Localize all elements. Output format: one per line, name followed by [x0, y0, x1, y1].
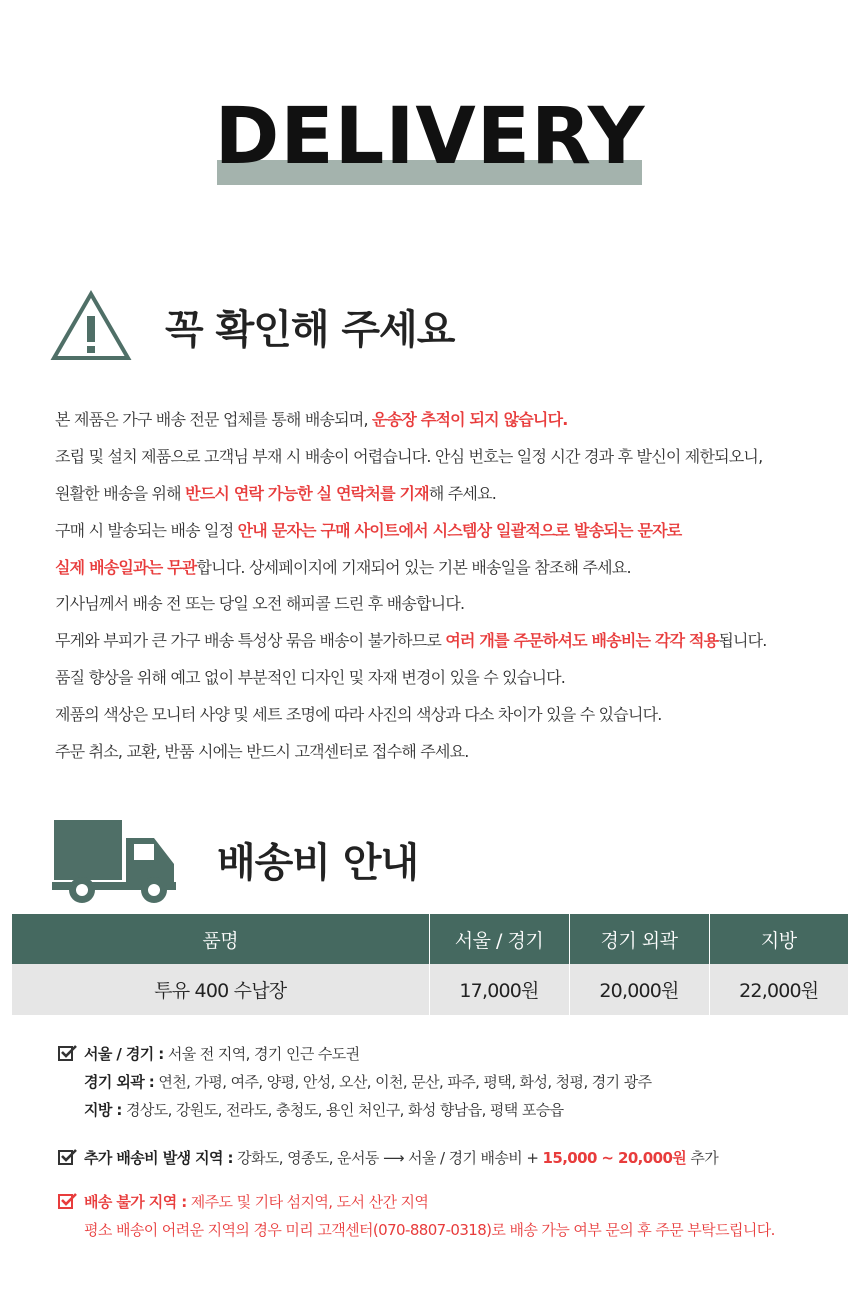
- notice-list: [55, 402, 845, 771]
- fee-table: [12, 914, 848, 1015]
- extra-fee-info: 추가 배송비 발생 지역 : 강화도, 영종도, 운서동 ⟶ 서울 / 경기 배송비 + 15,000 ~ 20,000원 추가: [58, 1144, 718, 1172]
- price-cell: 22,000원: [709, 964, 848, 1015]
- list-item: 제품의 색상은 모니터 사양 및 세트 조명에 따라 사진의 색상과 다소 차이가 있을 수 있습니다.: [55, 705, 662, 725]
- warning-icon: [50, 290, 132, 362]
- region-info: [58, 1040, 652, 1124]
- region-outer: 경기 외곽 : 연천, 가평, 여주, 양평, 안성, 오산, 이천, 문산, 파주, 평택, 화성, 청평, 경기 광주: [84, 1073, 652, 1091]
- list-item: 본 제품은 가구 배송 전문 업체를 통해 배송되며, 운송장 추적이 되지 않습니다.: [55, 410, 568, 429]
- checkbox-icon: [58, 1045, 78, 1061]
- notice-heading: 꼭 확인해 주세요: [165, 307, 455, 353]
- column-header: 품명: [12, 914, 429, 964]
- table-row: [12, 964, 848, 1015]
- list-item: 무게와 부피가 큰 가구 배송 특성상 묶음 배송이 불가하므로 여러 개를 주문하셔도 배송비는 각각 적용됩니다.: [55, 631, 767, 651]
- list-item: 기사님께서 배송 전 또는 당일 오전 해피콜 드린 후 배송합니다.: [55, 594, 465, 614]
- column-header: 지방: [709, 914, 848, 964]
- price-cell: 20,000원: [569, 964, 709, 1015]
- unavailable-note: 평소 배송이 어려운 지역의 경우 미리 고객센터(070-8807-0318)로 배송 가능 여부 문의 후 주문 부탁드립니다.: [84, 1221, 775, 1239]
- list-item: 구매 시 발송되는 배송 일정 안내 문자는 구매 사이트에서 시스템상 일괄적으로 발송되는 문자로: [55, 520, 682, 540]
- list-item: 품질 향상을 위해 예고 없이 부분적인 디자인 및 자재 변경이 있을 수 있습니다.: [55, 668, 566, 688]
- list-item: 조립 및 설치 제품으로 고객님 부재 시 배송이 어렵습니다. 안심 번호는 일정 시간 경과 후 발신이 제한되오니,: [55, 446, 763, 466]
- unavailable-info: 배송 불가 지역 : 제주도 및 기타 섬지역, 도서 산간 지역 평소 배송이 어려운 지역의 경우 미리 고객센터(070-8807-0318)로 배송 가능 여부 문의 후 주문 부탁드립니다.: [58, 1188, 775, 1244]
- truck-icon: [50, 818, 180, 908]
- list-item: 실제 배송일과는 무관합니다. 상세페이지에 기재되어 있는 기본 배송일을 참조해 주세요.: [55, 557, 631, 577]
- table-header-row: [12, 914, 848, 964]
- region-local: 지방 : 경상도, 강원도, 전라도, 충청도, 용인 처인구, 화성 향남읍, 평택 포승읍: [84, 1101, 564, 1119]
- checkbox-icon: [58, 1193, 78, 1209]
- list-item: 주문 취소, 교환, 반품 시에는 반드시 고객센터로 접수해 주세요.: [55, 742, 469, 762]
- page-title: DELIVERY: [214, 92, 646, 182]
- column-header: 경기 외곽: [569, 914, 709, 964]
- product-name-cell: 투유 400 수납장: [12, 964, 429, 1015]
- list-item: 원활한 배송을 위해 반드시 연락 가능한 실 연락처를 기재해 주세요.: [55, 483, 497, 503]
- column-header: 서울 / 경기: [429, 914, 569, 964]
- arrow-icon: ⟶: [382, 1149, 404, 1167]
- price-cell: 17,000원: [429, 964, 569, 1015]
- checkbox-icon: [58, 1149, 78, 1165]
- fee-heading: 배송비 안내: [217, 840, 419, 886]
- region-seoul: 서울 / 경기 : 서울 전 지역, 경기 인근 수도권: [58, 1040, 652, 1068]
